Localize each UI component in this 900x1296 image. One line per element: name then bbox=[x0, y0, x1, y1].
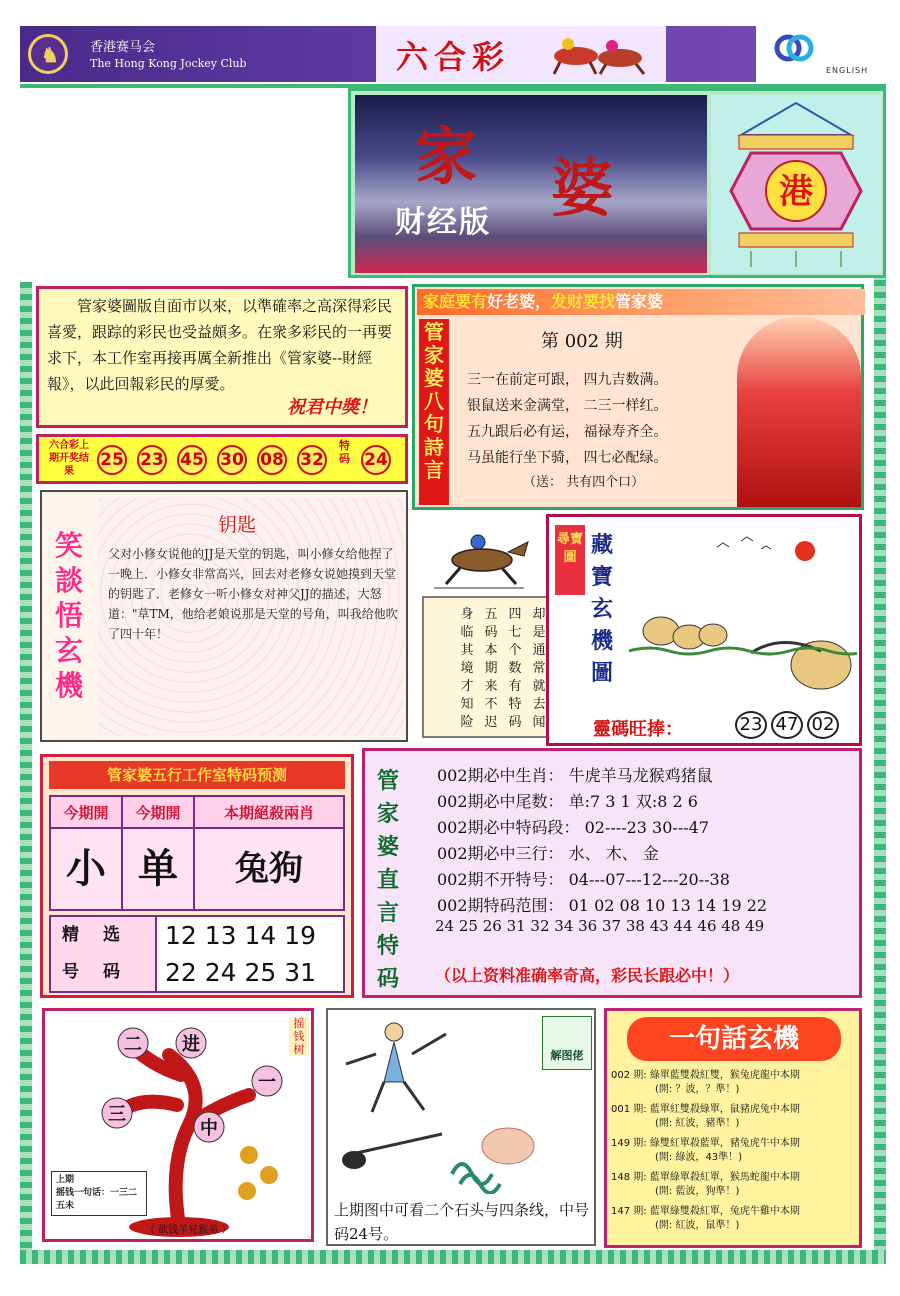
banner-subtitle: 财经版 bbox=[395, 205, 491, 240]
lucky-number: 47 bbox=[771, 711, 803, 739]
table-header: 本期絕殺兩肖 bbox=[195, 797, 343, 829]
rings-icon bbox=[774, 32, 814, 64]
picked-numbers bbox=[49, 915, 345, 993]
prediction-table bbox=[49, 795, 345, 911]
sentence-entry bbox=[611, 1069, 861, 1097]
money-tree-box bbox=[42, 1008, 314, 1242]
verse-note: （送： 共有四个口） bbox=[523, 475, 645, 490]
sentence-entry bbox=[611, 1103, 861, 1131]
sentence-entry bbox=[611, 1171, 861, 1199]
result-ball: 32 bbox=[297, 445, 327, 475]
picks-row: 22 24 25 31 bbox=[165, 958, 317, 987]
sentence-entry bbox=[611, 1137, 861, 1165]
picture-puzzle-box bbox=[326, 1008, 596, 1246]
special-prediction-box bbox=[40, 754, 354, 998]
verse-header-c: 发财要找 bbox=[551, 292, 616, 311]
banner bbox=[348, 88, 886, 278]
result-ball: 45 bbox=[177, 445, 207, 475]
results-label: 六合彩上期开奖结果 bbox=[49, 440, 89, 477]
verse-header-d: 管家婆 bbox=[615, 292, 664, 311]
scroll-column: 四七个数有特码 bbox=[508, 607, 522, 730]
result-ball: 30 bbox=[217, 445, 247, 475]
intro-wish: 祝君中獎！ bbox=[287, 397, 377, 418]
intro-box bbox=[36, 286, 408, 428]
direct-footer: （以上资料准确率奇高，彩民长跟必中！） bbox=[435, 966, 740, 985]
banner-title-char1: 家 bbox=[415, 120, 478, 193]
english-label: ENGLISH bbox=[826, 66, 869, 75]
treasure-map-box bbox=[546, 514, 862, 746]
verse-line: 银鼠送来金满堂， 二三一样红。 bbox=[467, 398, 668, 414]
sentence-result: (開: 紅波，豬準！) bbox=[655, 1118, 740, 1129]
scroll-column: 却是通常就去闻 bbox=[532, 607, 546, 730]
tree-note-body: 摇钱一句话：一三二五未 bbox=[56, 1188, 138, 1211]
picks-values bbox=[165, 917, 343, 991]
club-name-en: The Hong Kong Jockey Club bbox=[90, 57, 247, 70]
tree-ball-label: 三 bbox=[108, 1104, 126, 1125]
scroll-column: 五码本期来不迟 bbox=[484, 607, 498, 730]
lantern-emblem bbox=[711, 95, 881, 273]
racehorse-icon bbox=[424, 522, 534, 592]
direct-line: 002期必中生肖： 牛虎羊马龙猴鸡猪鼠 bbox=[437, 766, 713, 785]
sentence-result: (開: 紅波，鼠準！) bbox=[655, 1220, 740, 1231]
joke-text: 父对小修女说他的JJ是天堂的钥匙，叫小修女给他捏了一晚上．小修女非常高兴，回去对老修女说她摸到天堂的钥匙了．老修女一听小修女对神父JJ的描述，大怒道："草TM，他给老娘说那是天堂的号角，叫我给他吹了四十年！ bbox=[108, 547, 398, 641]
verse-header-b: 好老婆， bbox=[487, 292, 552, 311]
table-header: 今期開 bbox=[51, 797, 123, 829]
result-ball: 08 bbox=[257, 445, 287, 475]
sentence-result: (開: 綠波，43準！) bbox=[655, 1152, 743, 1163]
page-title: 六合彩 bbox=[396, 38, 511, 76]
direct-line: 002期必中尾数： 单:7 3 1 双:8 2 6 bbox=[437, 792, 698, 811]
tree-ball-label: 进 bbox=[182, 1034, 200, 1055]
table-cell: 小 bbox=[51, 829, 123, 909]
sentence-line: 148 期: 藍單綠單殺紅單，猴馬蛇龍中本期 bbox=[611, 1172, 800, 1183]
verse-line: 五九跟后必有运， 福禄寿齐全。 bbox=[467, 424, 668, 440]
direct-line: 002期必中特码段： 02----23 30---47 bbox=[437, 818, 709, 837]
joke-title: 钥匙 bbox=[218, 514, 257, 536]
special-code-label: 特码 bbox=[339, 439, 350, 465]
frame-left bbox=[20, 282, 32, 1250]
sentence-line: 149 期: 綠雙紅單殺藍單，豬兔虎牛中本期 bbox=[611, 1138, 800, 1149]
header-title-area bbox=[376, 26, 666, 82]
banner-image bbox=[355, 95, 707, 273]
special-ball: 24 bbox=[361, 445, 391, 475]
header-bar bbox=[20, 26, 886, 82]
lucky-number: 02 bbox=[807, 711, 839, 739]
treasure-illustration bbox=[621, 525, 857, 711]
verse-issue: 第 002 期 bbox=[541, 331, 623, 352]
special-header: 管家婆五行工作室特码预测 bbox=[49, 761, 345, 789]
result-ball: 25 bbox=[97, 445, 127, 475]
english-link[interactable] bbox=[756, 26, 886, 82]
eight-verse-box bbox=[412, 284, 864, 510]
tree-note-title: 上期 bbox=[56, 1175, 75, 1185]
joke-panel bbox=[98, 498, 404, 736]
direct-side-title: 管家婆直言特码 bbox=[377, 768, 400, 992]
joke-side-title: 笑談悟玄機 bbox=[54, 529, 83, 702]
verse-line: 三一在前定可跟， 四九吉数满。 bbox=[467, 372, 668, 388]
frame-bottom bbox=[20, 1250, 886, 1264]
direct-line: 002期不开特号： 04---07---12---20--38 bbox=[437, 870, 730, 889]
sentence-result: (開: 藍波，狗準！) bbox=[655, 1186, 740, 1197]
scroll-column: 身临其境才知险 bbox=[460, 607, 474, 730]
racing-horses-icon bbox=[546, 32, 656, 76]
tree-tag: 摇钱树 bbox=[289, 1017, 309, 1056]
lucky-label: 靈碼旺捧： bbox=[593, 719, 683, 740]
sentence-result: (開: ？波，？準！) bbox=[655, 1084, 740, 1095]
last-results bbox=[36, 434, 408, 484]
sentence-line: 002 期: 綠單藍雙殺紅雙，猴兔虎龍中本期 bbox=[611, 1070, 800, 1081]
picks-label: 精选号码 bbox=[51, 917, 157, 991]
banner-title-char2: 婆 bbox=[551, 152, 614, 225]
lucky-numbers bbox=[735, 711, 843, 739]
sentence-title: 一句話玄機 bbox=[627, 1017, 841, 1061]
sentence-line: 001 期: 藍單紅雙殺綠單，鼠豬虎兔中本期 bbox=[611, 1104, 800, 1115]
result-ball: 23 bbox=[137, 445, 167, 475]
lantern-label: 港 bbox=[779, 172, 813, 212]
bride-image bbox=[737, 317, 861, 507]
sentence-entry bbox=[611, 1205, 861, 1233]
treasure-tag: 尋寶圖 bbox=[555, 525, 585, 595]
puzzle-text: 上期图中可看二个石头与四条线，中号码24号。 bbox=[334, 1201, 590, 1243]
table-header: 今期開 bbox=[123, 797, 195, 829]
tree-ball-label: 二 bbox=[124, 1034, 142, 1055]
tree-footer: （ 欲钱羊兄猴弟 ） bbox=[145, 1225, 232, 1236]
sentence-line: 147 期: 藍單綠雙殺紅單，兔虎牛雞中本期 bbox=[611, 1206, 800, 1217]
tree-ball-label: 中 bbox=[200, 1118, 218, 1139]
verse-line: 马虽能行坐下骑， 四七必配绿。 bbox=[467, 450, 668, 466]
horse-logo-icon: ♞ bbox=[41, 43, 59, 67]
direct-line: 24 25 26 31 32 34 36 37 38 43 44 46 48 49 bbox=[435, 917, 765, 935]
joke-box bbox=[40, 490, 408, 742]
picks-row: 12 13 14 19 bbox=[165, 921, 317, 950]
club-name-cn: 香港赛马会 bbox=[90, 40, 156, 55]
table-cell: 单 bbox=[123, 829, 195, 909]
puzzle-illustration bbox=[332, 1014, 538, 1194]
direct-line: 002期必中三行： 水、 木、 金 bbox=[437, 844, 659, 863]
table-cell: 兔狗 bbox=[195, 829, 343, 909]
direct-line: 002期特码范围： 01 02 08 10 13 14 19 22 bbox=[437, 896, 768, 915]
jockey-club-logo[interactable] bbox=[28, 34, 68, 74]
verse-header bbox=[417, 289, 865, 315]
tree-note bbox=[51, 1171, 147, 1216]
puzzle-tag: 解图佬 bbox=[542, 1016, 592, 1070]
lantern-icon bbox=[711, 95, 881, 273]
verse-header-a: 家庭要有 bbox=[423, 292, 488, 311]
lucky-number: 23 bbox=[735, 711, 767, 739]
treasure-title: 藏寶玄機圖 bbox=[591, 532, 614, 686]
verse-side-title: 管家婆八句詩言 bbox=[419, 319, 449, 505]
tree-ball-label: 一 bbox=[258, 1072, 276, 1093]
intro-text: 管家婆圖版自面市以來，以準確率之高深得彩民喜愛，跟踪的彩民也受益頗多。在衆多彩民的一再要求下，本工作室再接再厲全新推出《管家婆--財經報》，以此回報彩民的厚愛。 bbox=[47, 297, 393, 393]
one-sentence-box bbox=[604, 1008, 862, 1248]
direct-words-box bbox=[362, 748, 862, 998]
